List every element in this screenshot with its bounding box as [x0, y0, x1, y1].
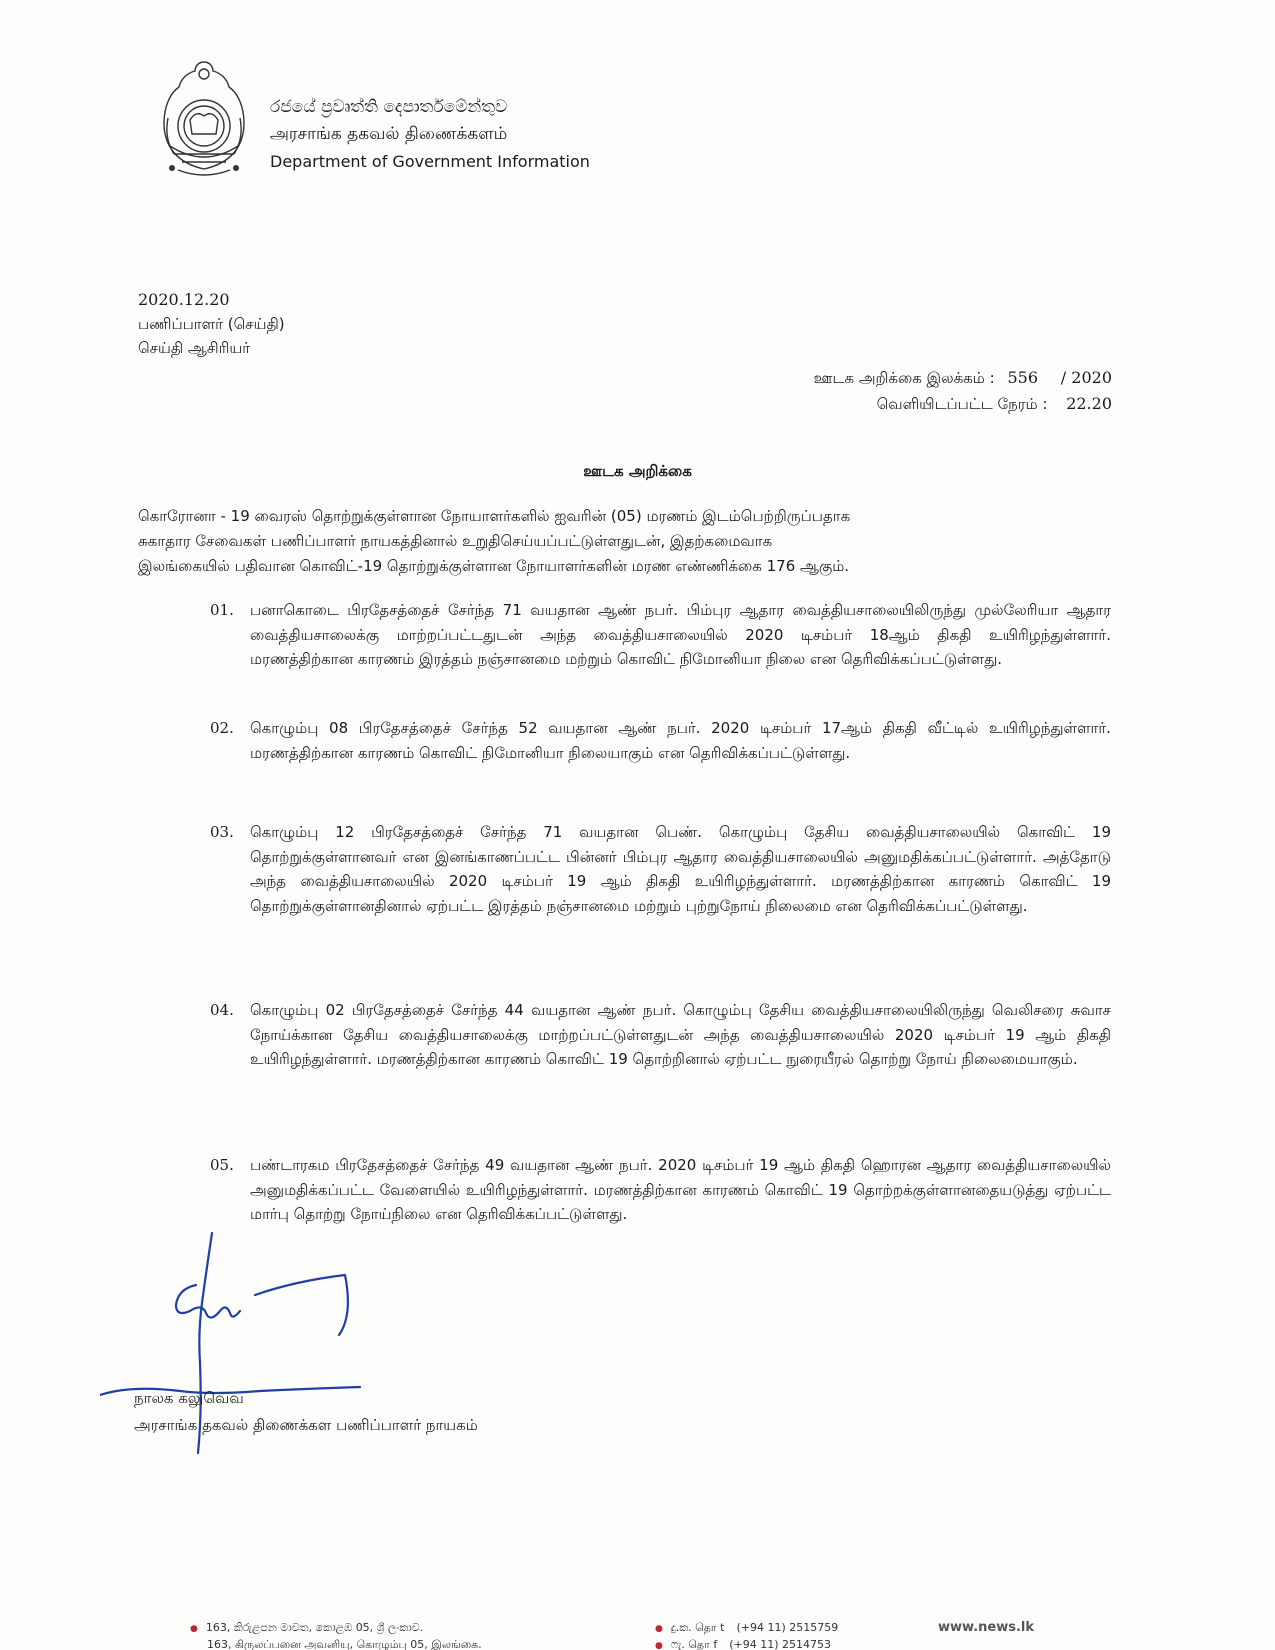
release-year: / 2020	[1060, 368, 1112, 387]
case-text: பனாகொடை பிரதேசத்தைச் சேர்ந்த 71 வயதான ஆண் நபர். பிம்புர ஆதார வைத்தியசாலையிலிருந்து முல்லேரியா ஆதார வைத்தியசாலைக்கு மாற்றப்பட்டதுடன் அந்த வைத்தியசாலையில் 2020 டிசம்பர் 18ஆம் திகதி உயிரிழந்துள்ளார். மரணத்திற்கான காரணம் இரத்தம் நஞ்சானமை மற்றும் கொவிட் நிமோனியா நிலை என தெரிவிக்கப்பட்டுள்ளது.	[250, 601, 1111, 668]
footer-website: www.news.lk	[938, 1620, 1034, 1635]
bullet-icon: ●	[655, 1641, 663, 1650]
document-heading: ஊடக அறிக்கை	[583, 462, 692, 480]
intro-line: இலங்கையில் பதிவான கொவிட்-19 தொற்றுக்குள்ளான நோயாளர்களின் மரண எண்ணிக்கை 176 ஆகும்.	[138, 557, 850, 575]
case-item	[210, 820, 1111, 918]
case-item	[210, 716, 1111, 765]
department-name-block	[270, 94, 590, 175]
signer-block	[134, 1385, 478, 1439]
department-name-english: Department of Government Information	[270, 152, 590, 171]
bullet-icon: ●	[655, 1624, 663, 1634]
release-number-row	[814, 365, 1112, 391]
intro-line: சுகாதார சேவைகள் பணிப்பாளர் நாயகத்தினால் உறுதிசெய்யப்பட்டுள்ளதுடன், இதற்கமைவாக	[138, 532, 773, 550]
addressee-line-1: பணிப்பாளர் (செய்தி)	[138, 315, 285, 333]
case-item	[210, 998, 1111, 1072]
department-name-sinhala: රජයේ ප්‍රවෘත්ති දෙපාර්තමේන්තුව	[270, 97, 508, 117]
release-number: 556	[1007, 368, 1039, 387]
letterhead-footer	[0, 1620, 1275, 1650]
addressee-block	[138, 288, 285, 360]
telephone-number: (+94 11) 2515759	[736, 1621, 839, 1634]
release-time-label: வெளியிடப்பட்ட நேரம் :	[876, 395, 1048, 413]
case-item	[210, 598, 1111, 672]
case-text: கொழும்பு 12 பிரதேசத்தைச் சேர்ந்த 71 வயதான பெண். கொழும்பு தேசிய வைத்தியசாலையில் கொவிட் 19 தொற்றுக்குள்ளானவர் என இனங்காணப்பட்ட பின்னர் பிம்புர ஆதார வைத்தியசாலையில் அனுமதிக்கப்பட்டுள்ளார். அத்தோடு அந்த வைத்தியசாலையில் 2020 டிசம்பர் 19 ஆம் திகதி உயிரிழந்துள்ளார். மரணத்திற்கான காரணம் கொவிட் 19 தொற்றுக்குள்ளானதினால் ஏற்பட்ட இரத்தம் நஞ்சானமை மற்றும் புற்றுநோய் நிலைமை என தெரிவிக்கப்பட்டுள்ளது.	[250, 823, 1111, 915]
intro-line: கொரோனா - 19 வைரஸ் தொற்றுக்குள்ளான நோயாளர்களில் ஐவரின் (05) மரணம் இடம்பெற்றிருப்பதாக	[138, 507, 851, 525]
footer-address-tamil: 163, கிருலப்பனை அவனியு, கொழும்பு 05, இலங்கை.	[207, 1638, 482, 1650]
footer-address-sinhala: 163, කිරුළපන මාවත, කොළඹ 05, ශ්‍රී ලංකාව.	[205, 1621, 424, 1634]
department-name-tamil: அரசாங்க தகவல் திணைக்களம்	[270, 124, 508, 144]
fax-label: ෆැ. தொ f	[670, 1638, 718, 1650]
telephone-label: දු.ක. தொ t	[670, 1621, 725, 1634]
signer-name: நாலக கலுவெவ	[134, 1389, 244, 1407]
case-text: கொழும்பு 02 பிரதேசத்தைச் சேர்ந்த 44 வயதான ஆண் நபர். கொழும்பு தேசிய வைத்தியசாலையிலிருந்து வெலிசரை சுவாச நோய்க்கான தேசிய வைத்தியசாலைக்கு மாற்றப்பட்டுள்ளதுடன் அந்த வைத்தியசாலையில் 2020 டிசம்பர் 19 ஆம் திகதி உயிரிழந்துள்ளார். மரணத்திற்கான காரணம் கொவிட் 19 தொற்றினால் ஏற்பட்ட நுரையீரல் தொற்று நோய் நிலைமையாகும்.	[250, 1001, 1111, 1068]
release-time: 22.20	[1066, 394, 1112, 413]
intro-paragraph	[138, 504, 1111, 579]
footer-address	[190, 1620, 482, 1650]
case-number: 03.	[210, 823, 234, 841]
release-number-label: ஊடக அறிக்கை இலக்கம் :	[813, 369, 995, 387]
case-number: 04.	[210, 1001, 234, 1019]
release-date: 2020.12.20	[138, 290, 230, 309]
case-text: கொழும்பு 08 பிரதேசத்தைச் சேர்ந்த 52 வயதான ஆண் நபர். 2020 டிசம்பர் 17ஆம் திகதி வீட்டில் உயிரிழந்துள்ளார். மரணத்திற்கான காரணம் கொவிட் நிமோனியா நிலையாகும் என தெரிவிக்கப்பட்டுள்ளது.	[250, 719, 1111, 762]
bullet-icon: ●	[190, 1624, 198, 1634]
case-item	[210, 1153, 1111, 1227]
government-emblem-icon	[160, 58, 248, 184]
signer-title: அரசாங்க தகவல் திணைக்கள பணிப்பாளர் நாயகம்	[134, 1416, 478, 1434]
case-number: 01.	[210, 601, 234, 619]
case-text: பண்டாரகம பிரதேசத்தைச் சேர்ந்த 49 வயதான ஆண் நபர். 2020 டிசம்பர் 19 ஆம் திகதி ஹொரன ஆதார வைத்தியசாலையில் அனுமதிக்கப்பட்ட வேளையில் உயிரிழந்துள்ளார். மரணத்திற்கான காரணம் கொவிட் 19 தொற்றக்குள்ளானதையடுத்து ஏற்பட்ட மார்பு தொற்று நோய்நிலை என தெரிவிக்கப்பட்டுள்ளது.	[250, 1156, 1111, 1223]
fax-number: (+94 11) 2514753	[729, 1638, 831, 1650]
addressee-line-2: செய்தி ஆசிரியர்	[138, 339, 251, 357]
release-time-row	[814, 391, 1112, 417]
case-number: 05.	[210, 1156, 234, 1174]
case-number: 02.	[210, 719, 234, 737]
reference-block	[814, 365, 1112, 417]
footer-contact	[655, 1620, 838, 1650]
